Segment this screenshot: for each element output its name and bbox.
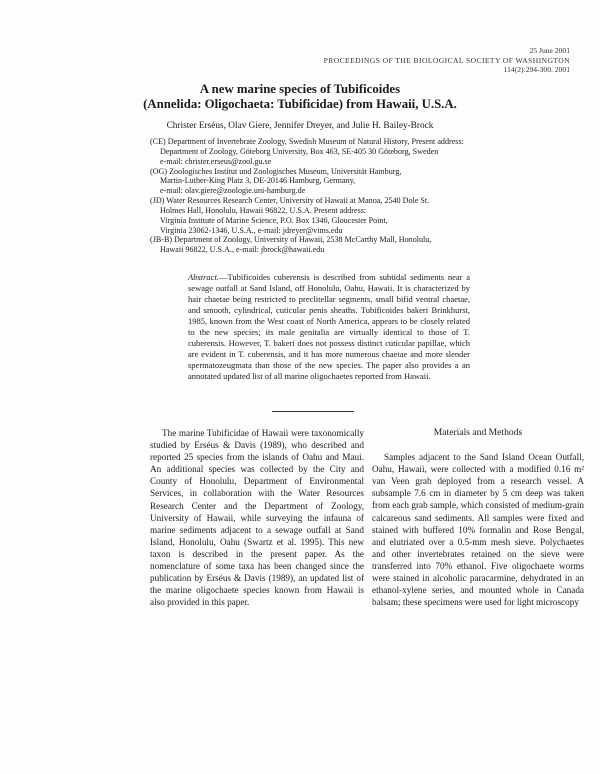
methods-text: Samples adjacent to the Sand Island Ocean Outfall, Oahu, Hawaii, were collected with a modified 0.16 m² van Veen grab deployed from a research vessel. A subsample 7.6 cm in diameter by 5 cm deep was taken from each grab sample, which consisted of medium-grain calcareous sand sediments. All samples were fixed and stained with buffered 10% formalin and Rose Bengal, and elutriated over a 0.5-mm mesh sieve. Polychaetes and other invertebrates retained on the sieve were transferred into 70% ethanol. Five oligochaete worms were stained in alcoholic paracarmine, dehydrated in an ethanol-xylene series, and mounted whole in Canada balsam; these specimens were used for light microscopy xyxy=(372,452,584,608)
abstract-text: —Tubificoides cuberensis is described from subtidal sediments near a sewage outfall at Sand Island, off Honolulu, Oahu, Hawaii. It is characterized by hair chaetae being restricted to preclitellar segments, small bifid ventral chaetae, and smooth, cylindrical, cuticular penis sheaths. Tubificoides bakeri Brinkhurst, 1985, known from the West coast of North America, appears to be closely related to the new species; its male genitalia are virtually identical to those of T. cuberensis. However, T. bakeri does not possess distinct cuticular papillae, which are evident in T. cuberensis, and it has more numerous chaetae and more slender spermatozeugmata than those of the new species. The paper also provides a an annotated updated list of all marine oligochaetes reported from Hawaii. xyxy=(188,272,470,382)
section-divider xyxy=(272,411,354,412)
affiliation-email: e-mail: olav.giere@zoologie.uni-hamburg.de xyxy=(160,186,306,196)
affiliation-line: (CE) Department of Invertebrate Zoology, Swedish Museum of Natural History, Present address: xyxy=(150,137,464,146)
abstract xyxy=(188,272,470,382)
affiliation-email: Virginia 23062-1346, U.S.A., e-mail: jdreyer@vims.edu xyxy=(160,225,343,235)
section-heading: Materials and Methods xyxy=(433,427,523,438)
publication-date: 25 June 2001 xyxy=(529,46,570,55)
introduction-text: The marine Tubificidae of Hawaii were taxonomically studied by Erséus & Davis (1989), who described and reported 25 species from the islands of Oahu and Maui. An additional species was collected by the City and County of Honolulu, Department of Environmental Services, in collaboration with the Water Resources Research Center and the Department of Zoology, University of Hawaii, while surveying the infauna of marine sediments adjacent to a sewage outfall at Sand Island, Honolulu, Oahu (Swartz et al. 1995). This new taxon is described in the present paper. As the nomenclature of some taxa has been changed since the publication by Erséus & Davis (1989), an updated list of the marine oligochaete species known from Hawaii is also provided in this paper. xyxy=(150,428,364,608)
affiliation-line: Department of Zoology, Göteborg University, Box 463, SE-405 30 Göteborg, Sweden xyxy=(160,146,439,156)
affiliation-email: e-mail: christer.erseus@zool.gu.se xyxy=(160,156,272,166)
author-list: Christer Erséus, Olav Giere, Jennifer Dreyer, and Julie H. Bailey-Brock xyxy=(166,121,434,131)
affiliation-og xyxy=(150,167,470,197)
volume-pages: 114(2):294-300. 2001 xyxy=(503,65,570,75)
article-title-line-2: (Annelida: Oligochaeta: Tubificidae) from Hawaii, U.S.A. xyxy=(143,97,457,111)
affiliation-line: Virginia Institute of Marine Science, P.O. Box 1346, Gloucester Point, xyxy=(160,215,388,225)
affiliation-line: (OG) Zoologisches Institut und Zoologisches Museum, Universität Hamburg, xyxy=(150,166,402,176)
affiliation-line: Martin-Luther-King Platz 3, DE-20146 Hamburg, Germany, xyxy=(160,176,356,186)
affiliation-line: (JD) Water Resources Research Center, University of Hawaii at Manoa, 2540 Dole St. xyxy=(150,196,430,206)
affiliation-ce xyxy=(150,137,470,167)
journal-name: PROCEEDINGS OF THE BIOLOGICAL SOCIETY OF WASHINGTON xyxy=(323,55,570,65)
affiliation-line: Holmes Hall, Honolulu, Hawaii 96822, U.S.A. Present address: xyxy=(160,205,367,215)
article-title-line-1: A new marine species of Tubificoides xyxy=(199,82,401,96)
affiliation-email: Hawaii 96822, U.S.A., e-mail: jbrock@hawaii.edu xyxy=(160,245,325,255)
affiliation-jbb xyxy=(150,235,470,255)
running-header xyxy=(324,46,570,75)
abstract-label: Abstract. xyxy=(188,272,219,282)
affiliations xyxy=(150,137,470,255)
materials-methods xyxy=(372,427,584,608)
affiliation-line: (JB-B) Department of Zoology, University of Hawaii, 2538 McCarthy Mall, Honolulu, xyxy=(150,235,432,245)
affiliation-jd xyxy=(150,196,470,235)
